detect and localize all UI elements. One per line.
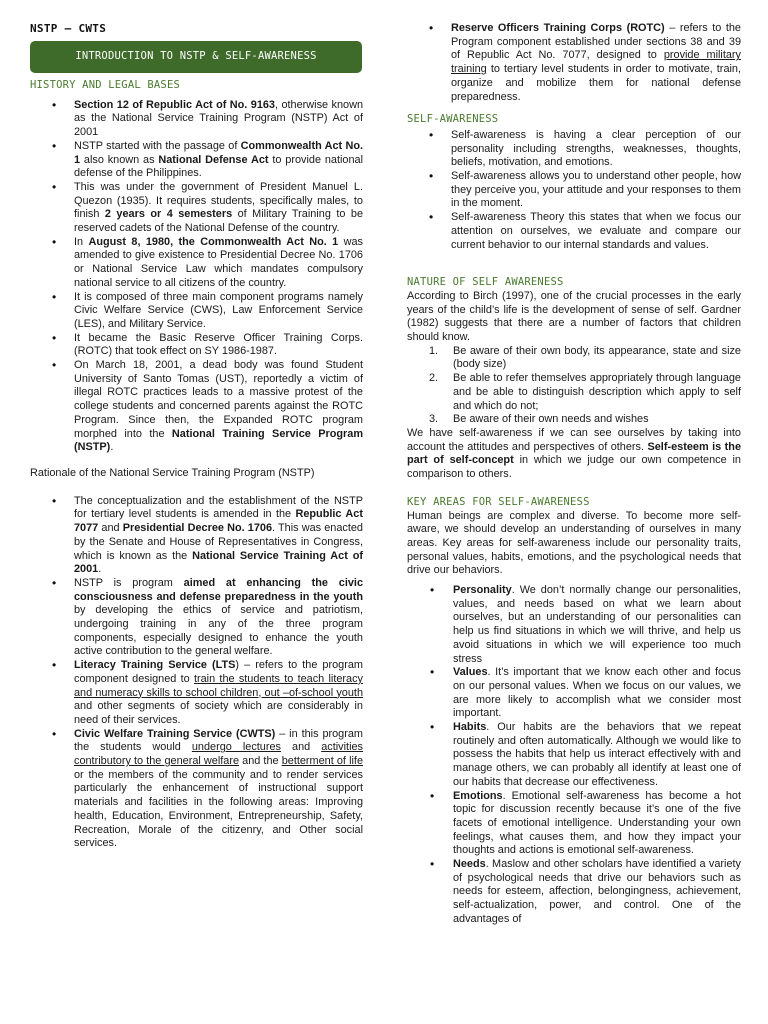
left-column bbox=[30, 79, 363, 851]
history-list bbox=[30, 99, 363, 455]
nature-heading: NATURE OF SELF AWARENESS bbox=[407, 276, 564, 289]
history-heading: HISTORY AND LEGAL BASES bbox=[30, 79, 180, 91]
list-item: • Values. It’s important that we know each other and focus on our personal values. When we focus on our values, we are more likely to accomplish what we consider most important. bbox=[407, 666, 741, 721]
course-title: NSTP – CWTS bbox=[30, 22, 107, 35]
rotc-list bbox=[407, 22, 741, 104]
list-item: 1. Be aware of their own body, its appearance, state and size (body size) bbox=[429, 344, 741, 371]
rationale-heading: Rationale of the National Service Training Program (NSTP) bbox=[30, 466, 315, 479]
right-column bbox=[407, 22, 741, 927]
rationale-list bbox=[30, 495, 363, 851]
list-item: • Section 12 of Republic Act of No. 9163, otherwise known as the National Service Training Program (NSTP) Act of 2001 bbox=[30, 99, 363, 140]
list-item: • The conceptualization and the establishment of the NSTP for tertiary level students is amended in the Republic Act 7077 and Presidential Decree No. 1706. This was enacted by the Senate and House of Representatives in Congress, which is known as the National Service Training Act of 2001. bbox=[30, 495, 363, 577]
list-item: • Self-awareness allows you to understand other people, how they perceive you, your attitude and your responses to them in the moment. bbox=[407, 170, 741, 211]
list-item: • Civic Welfare Training Service (CWTS) – in this program the students would undergo lectures and activities contributory to the general welfare and the betterment of life or the members of the community and to render services particularly the enhancement of instructional support materials and facilities in the following areas: Improving health, Education, Environment, Entrepreneurship, Safety, Recreation, Morale of the citizenry, and Other social services. bbox=[30, 728, 363, 851]
nature-outro: We have self-awareness if we can see ourselves by taking into account the attitudes and perspectives of others. Self-esteem is the part of self-concept in which we judge our own competence in comparison to others. bbox=[407, 426, 741, 481]
list-item: • Reserve Officers Training Corps (ROTC) – refers to the Program component established under sections 38 and 39 of Republic Act No. 7077, designed to provide military training to tertiary level students in order to motivate, train, organize and mobilize them for national defense preparedness. bbox=[407, 22, 741, 104]
list-item: • Emotions. Emotional self-awareness has become a hot topic for discussion recently because it’s one of the five facets of emotional intelligence. Understanding your own feelings, what causes them, and how they impact your thoughts and actions is emotional self-awareness. bbox=[407, 790, 741, 859]
list-item: • Self-awareness is having a clear perception of our personality including strengths, weaknesses, thoughts, beliefs, motivation, and emotions. bbox=[407, 129, 741, 170]
self-awareness-heading: SELF-AWARENESS bbox=[407, 113, 499, 126]
list-item: 3. Be aware of their own needs and wishes bbox=[429, 413, 649, 426]
list-item: • In August 8, 1980, the Commonwealth Act No. 1 was amended to give existence to Presidential Decree No. 1706 or National Service Law which mandates compulsory national service to all citizens of the country. bbox=[30, 236, 363, 291]
list-item: • Needs. Maslow and other scholars have identified a variety of psychological needs that drive our behaviors such as needs for esteem, affection, belongingness, achievement, self-actualization, power, and control. One of the advantages of bbox=[407, 858, 741, 927]
list-item: • Habits. Our habits are the behaviors that we repeat routinely and often automatically. Although we would like to possess the habits that help us interact effectively with and manage others, we can probably all identify at least one of our habits that decrease our effectiveness. bbox=[407, 721, 741, 790]
nature-intro: According to Birch (1997), one of the crucial processes in the early years of the child’s life is the development of sense of self. Gardner (1982) suggests that there are a number of factors that children should know. bbox=[407, 289, 741, 344]
key-areas-list bbox=[407, 584, 741, 927]
list-item: • Personality. We don’t normally change our personalities, values, and needs based on what we learn about ourselves, but an understanding of our personalities can help us find situations in which we will thrive, and help us avoid situations in which we will experience too much stress bbox=[407, 584, 741, 666]
section-banner: INTRODUCTION TO NSTP & SELF-AWARENESS bbox=[30, 41, 362, 73]
list-item: • This was under the government of President Manuel L. Quezon (1935). It requires students, specifically males, to finish 2 years or 4 semesters of Military Training to be reserved cadets of the National Defense of the country. bbox=[30, 181, 363, 236]
list-item: • It became the Basic Reserve Officer Training Corps. (ROTC) that took effect on SY 1986-1987. bbox=[30, 332, 363, 359]
list-item: • NSTP is program aimed at enhancing the civic consciousness and defense preparedness in the youth by developing the ethics of service and patriotism, undergoing training in any of the three program components, especially designed to enhance the youth active contribution to the general welfare. bbox=[30, 577, 363, 659]
key-areas-intro: Human beings are complex and diverse. To become more self-aware, we should develop an understanding of ourselves in many areas. Key areas for self-awareness include our personality traits, personal values, habits, emotions, and the psychological needs that drive our behaviors. bbox=[407, 509, 741, 577]
list-item: • Literacy Training Service (LTS) – refers to the program component designed to train the students to teach literacy and numeracy skills to school children, out –of-school youth and other segments of society which are considerably in need of their services. bbox=[30, 659, 363, 728]
list-item: • Self-awareness Theory this states that when we focus our attention on ourselves, we evaluate and compare our current behavior to our internal standards and values. bbox=[407, 211, 741, 252]
list-item: 2. Be able to refer themselves appropriately through language and be able to distinguish description which apply to self and which do not; bbox=[429, 372, 741, 412]
list-item: • NSTP started with the passage of Commonwealth Act No. 1 also known as National Defense Act to provide national defense of the Philippines. bbox=[30, 140, 363, 181]
list-item: • It is composed of three main component programs namely Civic Welfare Service (CWS), Law Enforcement Service (LES), and Military Service. bbox=[30, 291, 363, 332]
nature-list bbox=[407, 345, 741, 427]
self-awareness-list bbox=[407, 129, 741, 252]
key-areas-heading: KEY AREAS FOR SELF-AWARENESS bbox=[407, 495, 590, 508]
list-item: • On March 18, 2001, a dead body was found Student University of Santo Tomas (UST), reportedly a victim of illegal ROTC practices leads to a massive protest of the college students and concerned parents against the ROTC Program. Since then, the Expanded ROTC program morphed into the National Training Service Program (NSTP). bbox=[30, 359, 363, 455]
